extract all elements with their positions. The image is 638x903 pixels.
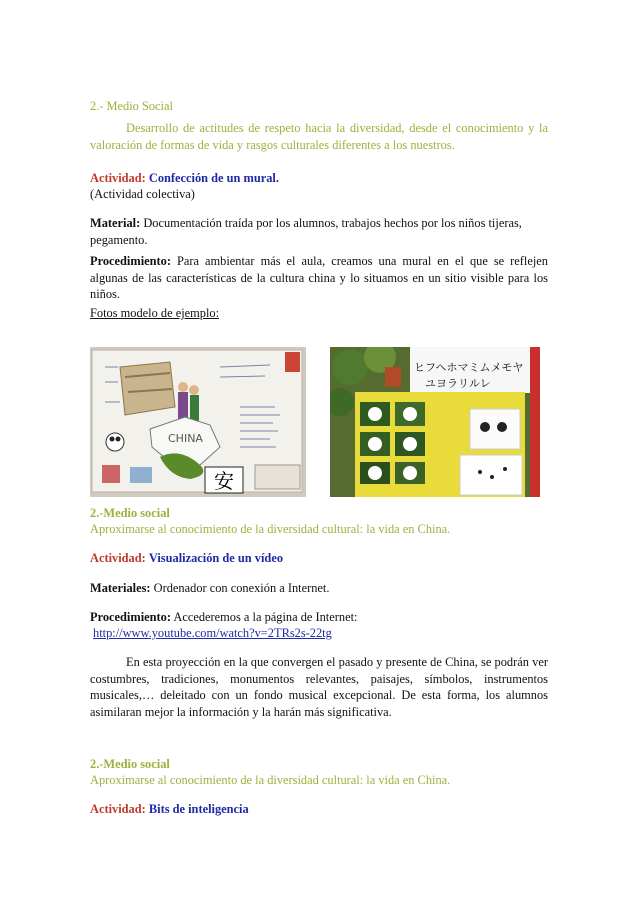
kana-top: ヒフヘホマミムメモヤ [414, 361, 524, 374]
section2-materials [90, 580, 548, 597]
hanzi-card: 安 [214, 469, 234, 493]
section1-heading: 2.- Medio Social [90, 99, 173, 113]
classroom-wall-drawing [330, 347, 540, 497]
section1-material [90, 215, 548, 248]
procedure-text: Para ambientar más el aula, creamos una mural en el que se reflejen algunas de las características de la cultura china y lo situamos en un sitio visible para los niños. [90, 254, 548, 301]
activity-title: Confección de un mural. [148, 171, 279, 185]
material-text: Documentación traída por los alumnos, trabajos hechos por los niños tijeras, pegamento. [90, 216, 522, 247]
activity-title: Bits de inteligencia [148, 802, 249, 816]
section2-heading: 2.-Medio social [90, 506, 170, 520]
section3-objective: Aproximarse al conocimiento de la diversidad cultural: la vida en China. [90, 773, 451, 787]
section3-heading: 2.-Medio social [90, 757, 170, 771]
section2-procedure [90, 609, 548, 626]
classroom-wall-photo [330, 347, 540, 497]
activity-label: Actividad: [90, 802, 146, 816]
video-link-row [93, 625, 551, 642]
video-link[interactable]: http://www.youtube.com/watch?v=2TRs2s-22tg [93, 626, 332, 640]
section2-objective: Aproximarse al conocimiento de la diversidad cultural: la vida en China. [90, 522, 451, 536]
procedure-text: Accederemos a la página de Internet: [173, 610, 358, 624]
kana-bottom: ユヨラリルレ [425, 377, 491, 390]
activity-title: Visualización de un vídeo [148, 551, 284, 565]
section2-activity [90, 550, 548, 567]
section1-activity [90, 170, 548, 187]
materials-label: Materiales: [90, 581, 151, 595]
procedure-label: Procedimiento: [90, 610, 171, 624]
board-china-label: CHINA [168, 432, 203, 445]
section1-objective: Desarrollo de actitudes de respeto hacia la diversidad, desde el conocimiento y la valoración de formas de vida y rasgos culturales diferentes a los nuestros. [90, 121, 548, 152]
activity-label: Actividad: [90, 171, 146, 185]
activity-note: (Actividad colectiva) [90, 187, 195, 201]
photos-caption: Fotos modelo de ejemplo: [90, 306, 220, 320]
section2-paragraph: En esta proyección en la que convergen el pasado y presente de China, se podrán ver costumbres, tradiciones, monumentos relevantes, paisajes, símbolos, instrumentos musicales,… deleitado con un fondo musical excepcional. De esta forma, los alumnos asimilaran mejor la información y la harán más significativa. [90, 655, 548, 719]
section3-activity [90, 801, 548, 818]
mural-photo [90, 347, 306, 497]
material-label: Material: [90, 216, 141, 230]
mural-photo-drawing [90, 347, 306, 497]
section1-procedure [90, 253, 548, 303]
procedure-label: Procedimiento: [90, 254, 171, 268]
materials-text: Ordenador con conexión a Internet. [153, 581, 330, 595]
activity-label: Actividad: [90, 551, 146, 565]
